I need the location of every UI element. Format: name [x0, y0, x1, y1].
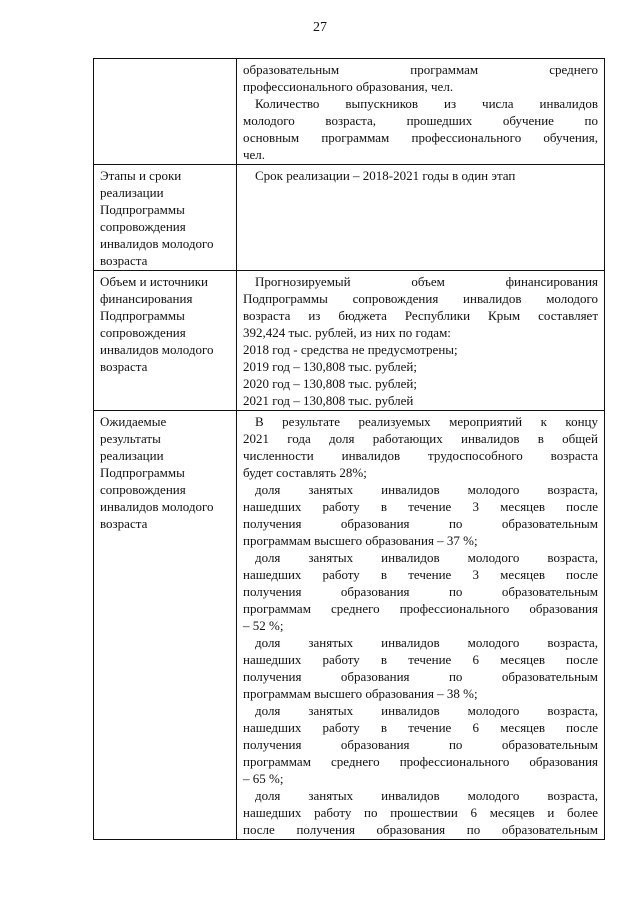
row-label-line: Этапы и сроки — [100, 168, 182, 183]
content-line: после получения образования по образовательным — [243, 822, 598, 837]
table-body — [94, 59, 605, 840]
content-line: доля занятых инвалидов молодого возраста, — [255, 788, 598, 803]
content-line: В результате реализуемых мероприятий к концу — [255, 414, 598, 429]
content-line: нашедших работу по прошествии 6 месяцев и более — [243, 805, 598, 820]
row-label-line: Подпрограммы — [100, 465, 185, 480]
content-paragraph — [243, 634, 598, 702]
content-paragraph — [243, 341, 598, 409]
row-label-cell — [94, 59, 237, 165]
content-line: возраста из бюджета Республики Крым составляет — [243, 308, 598, 323]
content-line: образовательным программам среднего — [243, 62, 598, 77]
content-line: численности инвалидов трудоспособного возраста — [243, 448, 598, 463]
content-line: молодого возраста, прошедших обучение по — [243, 113, 598, 128]
content-line: программам высшего образования – 37 %; — [243, 533, 478, 548]
content-line: доля занятых инвалидов молодого возраста, — [255, 703, 598, 718]
table-row — [94, 271, 605, 411]
row-label-line: Ожидаемые — [100, 414, 167, 429]
content-paragraph — [243, 787, 598, 838]
row-label-line: Подпрограммы — [100, 308, 185, 323]
row-content-cell — [237, 165, 605, 271]
content-paragraph — [243, 413, 598, 481]
content-line: доля занятых инвалидов молодого возраста, — [255, 635, 598, 650]
content-line: Подпрограммы сопровождения инвалидов молодого — [243, 291, 598, 306]
program-passport-table — [93, 58, 605, 840]
row-label-cell — [94, 271, 237, 411]
content-line: программам высшего образования – 38 %; — [243, 686, 478, 701]
content-paragraph — [243, 61, 598, 95]
content-line: нашедших работу в течение 6 месяцев после — [243, 720, 598, 735]
row-label-line: инвалидов молодого — [100, 499, 214, 514]
content-line: основным программам профессионального обучения, — [243, 130, 598, 145]
row-label-line: возраста — [100, 253, 148, 268]
content-line: 2021 года доля работающих инвалидов в общей — [243, 431, 598, 446]
row-label-line: Подпрограммы — [100, 202, 185, 217]
content-paragraph — [243, 549, 598, 634]
table-row — [94, 59, 605, 165]
content-paragraph — [243, 273, 598, 341]
content-paragraph — [243, 702, 598, 787]
content-line: получения образования по образовательным — [243, 584, 598, 599]
row-label-cell — [94, 411, 237, 840]
content-line: нашедших работу в течение 6 месяцев после — [243, 652, 598, 667]
row-content-cell — [237, 59, 605, 165]
content-line: Количество выпускников из числа инвалидов — [255, 96, 598, 111]
content-line: получения образования по образовательным — [243, 737, 598, 752]
content-line: получения образования по образовательным — [243, 516, 598, 531]
content-line: программам среднего профессионального образования — [243, 754, 598, 769]
row-label-line: Объем и источники — [100, 274, 208, 289]
content-line: доля занятых инвалидов молодого возраста, — [255, 482, 598, 497]
content-paragraph — [243, 167, 598, 184]
content-line: Прогнозируемый объем финансирования — [255, 274, 598, 289]
content-paragraph — [243, 95, 598, 163]
content-line: нашедших работу в течение 3 месяцев после — [243, 567, 598, 582]
row-label-line: инвалидов молодого — [100, 236, 214, 251]
content-line: будет составлять 28%; — [243, 465, 367, 480]
row-label-cell — [94, 165, 237, 271]
row-content-cell — [237, 271, 605, 411]
content-line: 2020 год – 130,808 тыс. рублей; — [243, 376, 417, 391]
row-label-line: сопровождения — [100, 482, 186, 497]
content-line: доля занятых инвалидов молодого возраста, — [255, 550, 598, 565]
content-line: – 65 %; — [243, 771, 284, 786]
content-line: нашедших работу в течение 3 месяцев после — [243, 499, 598, 514]
content-line: 392,424 тыс. рублей, из них по годам: — [243, 325, 451, 340]
row-label-line: результаты — [100, 431, 161, 446]
content-line: чел. — [243, 147, 266, 162]
row-label-line: реализации — [100, 448, 164, 463]
row-label-line: реализации — [100, 185, 164, 200]
row-label-line: финансирования — [100, 291, 193, 306]
content-line: программам среднего профессионального образования — [243, 601, 598, 616]
content-line: профессионального образования, чел. — [243, 79, 454, 94]
table-row — [94, 411, 605, 840]
content-line: 2021 год – 130,808 тыс. рублей — [243, 393, 414, 408]
content-line: Срок реализации – 2018-2021 годы в один этап — [255, 168, 516, 183]
row-label-line: инвалидов молодого — [100, 342, 214, 357]
content-line: 2018 год - средства не предусмотрены; — [243, 342, 458, 357]
content-paragraph — [243, 481, 598, 549]
row-label-line: сопровождения — [100, 219, 186, 234]
row-content-cell — [237, 411, 605, 840]
row-label-line: возраста — [100, 359, 148, 374]
content-line: – 52 %; — [243, 618, 284, 633]
row-label-line: возраста — [100, 516, 148, 531]
row-label-line: сопровождения — [100, 325, 186, 340]
table-row — [94, 165, 605, 271]
content-line: 2019 год – 130,808 тыс. рублей; — [243, 359, 417, 374]
content-line: получения образования по образовательным — [243, 669, 598, 684]
page-number: 27 — [313, 20, 327, 35]
